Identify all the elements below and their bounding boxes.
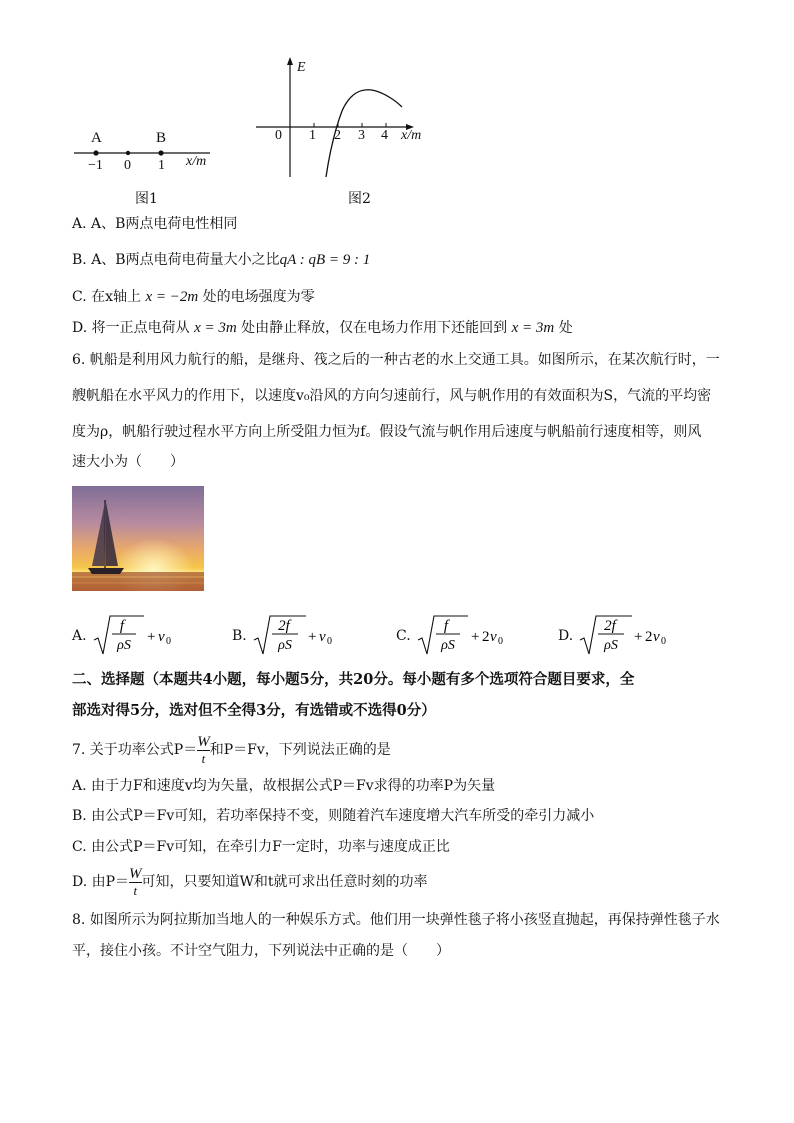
fig1-label-a: A bbox=[91, 130, 102, 146]
q5-option-b-formula: qA : qB = 9 : 1 bbox=[279, 252, 371, 268]
svg-text:ρS: ρS bbox=[117, 638, 131, 653]
q7-option-d-suffix: 可知，只要知道W和t就可求出任意时刻的功率 bbox=[141, 874, 428, 890]
svg-text:2: 2 bbox=[482, 629, 490, 645]
q7-stem-fraction bbox=[197, 735, 210, 766]
q7-stem bbox=[72, 730, 391, 770]
fig2-tick-label-1: 1 bbox=[309, 128, 316, 143]
svg-text:+: + bbox=[308, 629, 317, 645]
svg-text:ρS: ρS bbox=[278, 638, 292, 653]
fig2-x-label: x/m bbox=[401, 128, 422, 143]
svg-text:ρS: ρS bbox=[604, 638, 618, 653]
q6-option-a-label: A. bbox=[72, 628, 87, 644]
q7-option-a: A. 由于力F和速度v均为矢量，故根据公式P＝Fv求得的功率P为矢量 bbox=[72, 778, 496, 794]
q5-option-d bbox=[72, 318, 573, 338]
svg-text:v: v bbox=[490, 629, 497, 645]
q6-option-a-expression bbox=[92, 612, 192, 658]
figure-2-e-x-graph bbox=[250, 55, 440, 185]
q6-option-b-label: B. bbox=[232, 628, 247, 644]
q6-line-4: 速大小为（ ） bbox=[72, 454, 184, 470]
q6-option-c-label: C. bbox=[396, 628, 411, 644]
q7-option-c: C. 由公式P＝Fv可知，在牵引力F一定时，功率与速度成正比 bbox=[72, 839, 450, 855]
q5-option-d-suffix: 处 bbox=[558, 320, 573, 336]
q5-option-a: A. A、B两点电荷电性相同 bbox=[72, 216, 238, 232]
sailboat-sunset-image bbox=[72, 486, 204, 591]
q7-option-b: B. 由公式P＝Fv可知，若功率保持不变，则随着汽车速度增大汽车所受的牵引力减小 bbox=[72, 808, 595, 824]
svg-text:f: f bbox=[443, 618, 449, 634]
fig2-tick-label-3: 3 bbox=[358, 128, 365, 143]
svg-text:v: v bbox=[158, 629, 165, 645]
q6-option-b-expression bbox=[252, 612, 352, 658]
fig1-label-b: B bbox=[156, 130, 167, 146]
e-axis-arrow bbox=[287, 57, 293, 65]
q6-option-d-expression bbox=[578, 612, 688, 658]
fig1-tick-1: 1 bbox=[158, 158, 165, 173]
q6-option-c-expression bbox=[416, 612, 526, 658]
q6-option-c bbox=[396, 612, 526, 658]
q6-line-2: 艘帆船在水平风力的作用下，以速度v₀沿风的方向匀速前行，风与帆作用的有效面积为S，气流的平均密 bbox=[72, 388, 712, 404]
origin-dot bbox=[126, 151, 130, 155]
q6-line-1: 6. 帆船是利用风力航行的船，是继舟、筏之后的一种古老的水上交通工具。如图所示，在某次航行时，一 bbox=[72, 352, 720, 368]
q7-stem-fraction-den: t bbox=[201, 750, 206, 766]
q6-option-a bbox=[72, 612, 192, 658]
q7-option-d-fraction-den: t bbox=[133, 882, 138, 898]
q8-line-1: 8. 如图所示为阿拉斯加当地人的一种娱乐方式。他们用一块弹性毯子将小孩竖直抛起，再保持弹性毯子水 bbox=[72, 912, 720, 928]
svg-text:ρS: ρS bbox=[441, 638, 455, 653]
svg-text:f: f bbox=[119, 618, 125, 634]
q7-stem-fraction-num: W bbox=[197, 733, 210, 750]
section-2-header-line-2: 部选对得5分，选对但不全得3分，有选错或不选得0分） bbox=[72, 702, 436, 719]
fig2-tick-label-0: 0 bbox=[275, 128, 282, 143]
fig1-tick-neg1: −1 bbox=[88, 158, 103, 173]
q5-option-c bbox=[72, 287, 315, 307]
q6-option-d-label: D. bbox=[558, 628, 574, 644]
svg-text:0: 0 bbox=[661, 636, 666, 647]
q5-option-d-middle: 处由静止释放，仅在电场力作用下还能回到 bbox=[241, 320, 508, 336]
charge-b-dot bbox=[158, 150, 163, 155]
q6-option-b bbox=[232, 612, 352, 658]
q6-option-d bbox=[558, 612, 688, 658]
svg-text:v: v bbox=[319, 629, 326, 645]
svg-text:+: + bbox=[471, 629, 480, 645]
fig2-tick-label-2: 2 bbox=[334, 128, 341, 143]
q7-option-d-fraction bbox=[129, 867, 142, 898]
svg-text:+: + bbox=[634, 629, 643, 645]
q5-option-b-text: B. A、B两点电荷电荷量大小之比 bbox=[72, 252, 280, 268]
svg-text:0: 0 bbox=[498, 636, 503, 647]
q7-option-d bbox=[72, 862, 428, 902]
section-2-header-line-1: 二、选择题（本题共4小题，每小题5分，共20分。每小题有多个选项符合题目要求，全 bbox=[72, 671, 635, 688]
svg-text:2: 2 bbox=[645, 629, 653, 645]
q7-option-d-prefix: D. 由P＝ bbox=[72, 874, 130, 890]
svg-text:0: 0 bbox=[166, 636, 171, 647]
q6-line-3: 度为ρ，帆船行驶过程水平方向上所受阻力恒为f。假设气流与帆作用后速度与帆船前行速度相等，则风 bbox=[72, 424, 702, 440]
q7-stem-suffix: 和P＝Fv，下列说法正确的是 bbox=[209, 742, 391, 758]
q5-option-d-text: D. 将一正点电荷从 bbox=[72, 320, 190, 336]
fig2-y-label: E bbox=[297, 60, 306, 75]
q5-option-c-text: C. 在x轴上 bbox=[72, 289, 142, 305]
svg-text:0: 0 bbox=[327, 636, 332, 647]
fig2-caption: 图2 bbox=[348, 191, 371, 207]
q7-option-d-fraction-num: W bbox=[129, 865, 142, 882]
q5-option-c-suffix: 处的电场强度为零 bbox=[202, 289, 315, 305]
q5-option-b bbox=[72, 250, 370, 270]
q5-option-d-formula-1: x = 3m bbox=[194, 320, 237, 336]
svg-text:2f: 2f bbox=[278, 618, 290, 634]
q7-stem-prefix: 7. 关于功率公式P＝ bbox=[72, 742, 198, 758]
q5-option-d-formula-2: x = 3m bbox=[511, 320, 555, 336]
q8-line-2: 平，接住小孩。不计空气阻力，下列说法中正确的是（ ） bbox=[72, 943, 450, 959]
svg-text:v: v bbox=[653, 629, 660, 645]
svg-text:+: + bbox=[147, 629, 156, 645]
fig1-tick-0: 0 bbox=[124, 158, 131, 173]
q5-option-c-formula: x = −2m bbox=[145, 289, 199, 305]
fig2-tick-label-4: 4 bbox=[381, 128, 388, 143]
svg-text:2f: 2f bbox=[604, 618, 616, 634]
fig1-axis-label: x/m bbox=[186, 154, 207, 169]
charge-a-dot bbox=[93, 150, 98, 155]
fig1-caption: 图1 bbox=[135, 191, 158, 207]
